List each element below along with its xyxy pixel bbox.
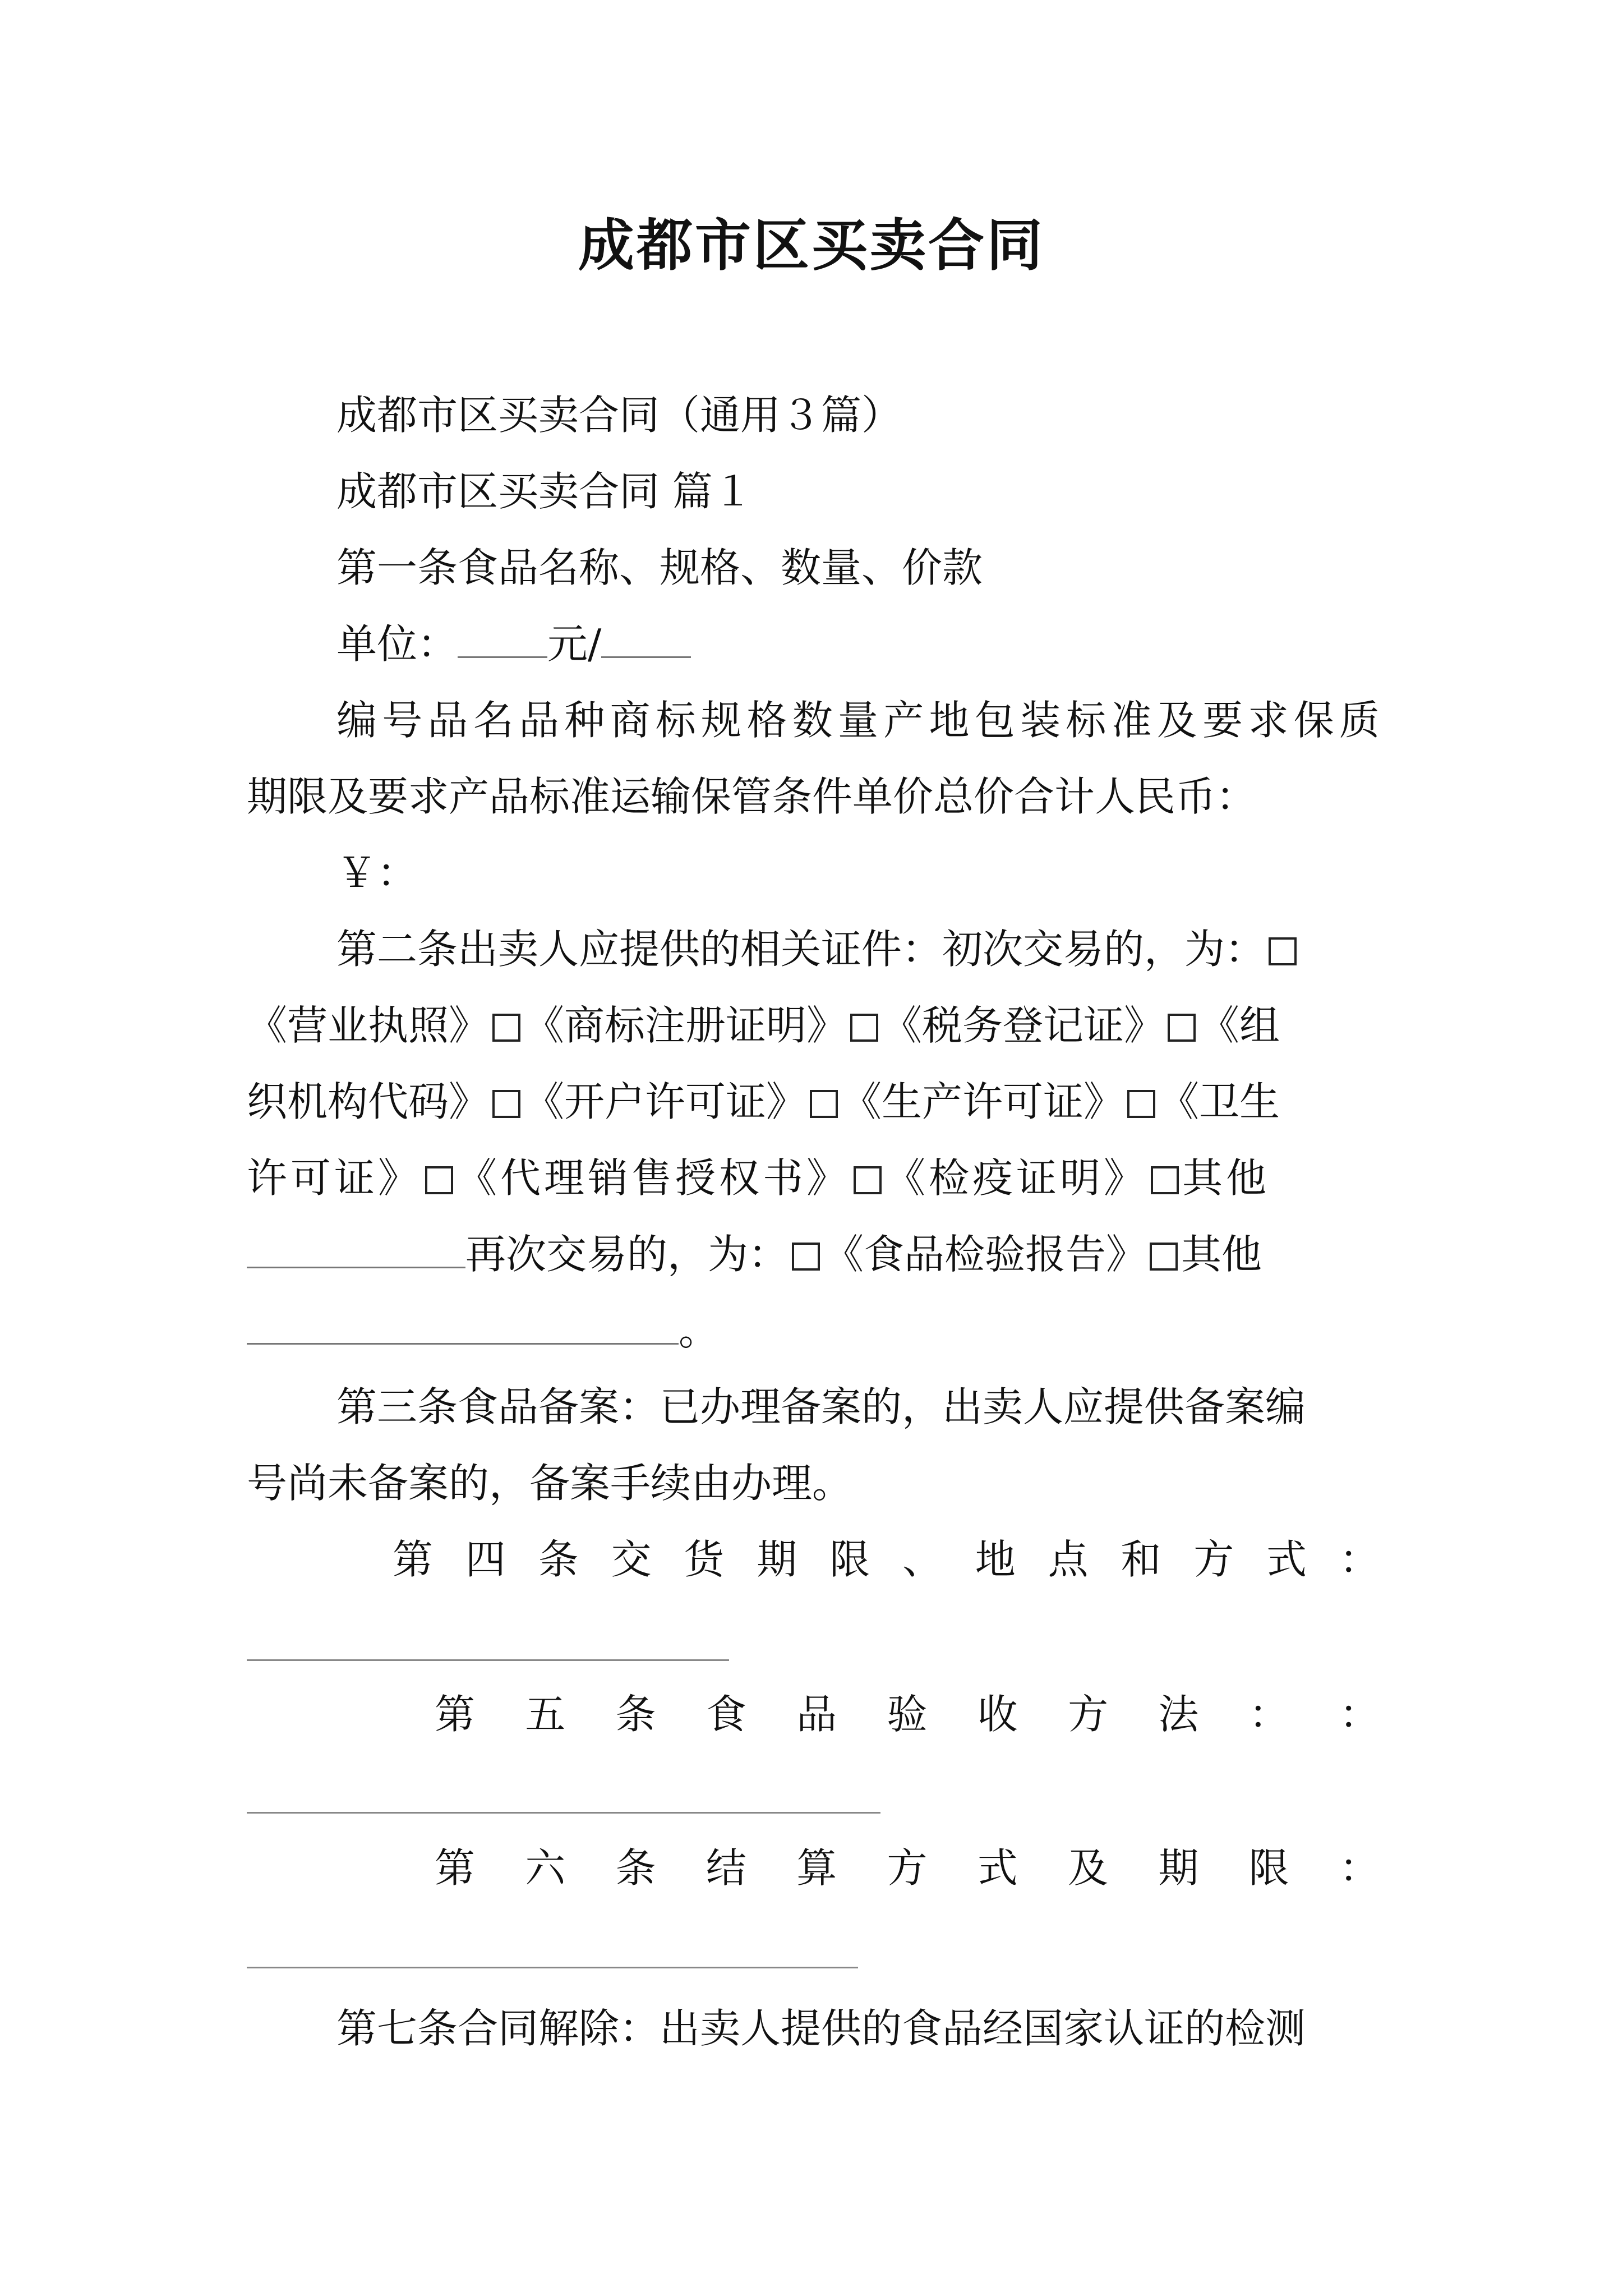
heading-char: 交 [611,1536,652,1583]
table-desc-line-2: 期限及要求产品标准运输保管条件单价总价合计人民币： [247,773,1257,820]
unit-prefix: 单位： [336,620,458,668]
heading-char: 第 [435,1844,476,1892]
license-inspection: 《食品检验报告》 [823,1231,1147,1278]
unit-line [336,606,691,682]
license-production: 《生产许可证》 [841,1078,1124,1125]
document-title: 成都市区买卖合同 [578,212,1045,278]
checkbox[interactable] [1150,1243,1178,1271]
article-2-text: 第二条出卖人应提供的相关证件：初次交易的，为： [336,926,1266,973]
heading-char: 货 [684,1536,725,1583]
heading-char: 方 [887,1844,928,1892]
heading-char: ： [1339,1536,1380,1583]
heading-char: 算 [796,1844,837,1892]
heading-char: 期 [1158,1844,1199,1892]
heading-char: 限 [1248,1844,1289,1892]
subtitle: 成都市区买卖合同（通用３篇） [336,392,902,439]
heading-char: 四 [465,1536,506,1583]
unit-mid: 元/ [547,620,602,668]
checkbox[interactable] [1168,1014,1196,1042]
checkbox[interactable] [850,1014,878,1042]
license-health-start: 《卫生 [1159,1078,1280,1125]
license-org-start: 《组 [1199,1002,1280,1049]
license-quarantine: 《检疫证明》 [885,1154,1148,1202]
license-other-2: 其他 [1181,1231,1262,1278]
heading-char: 式 [977,1844,1018,1892]
heading-char: 方 [1193,1536,1234,1583]
article-6-heading [435,1830,1380,1906]
repeat-transaction: 再次交易的，为： [465,1231,789,1278]
heading-char: 地 [975,1536,1016,1583]
article-7-line-1: 第七条合同解除：出卖人提供的食品经国家认证的检测 [336,2005,1306,2052]
heading-char: 期 [757,1536,797,1583]
article-2-line-1 [336,911,1300,987]
heading-char: 和 [1121,1536,1161,1583]
heading-char: 五 [525,1691,566,1738]
heading-char: 及 [1068,1844,1109,1892]
other-blank-2 [247,1309,679,1345]
heading-char: 条 [615,1691,656,1738]
checkbox[interactable] [425,1166,453,1194]
heading-char: 条 [538,1536,579,1583]
unit-blank-1 [458,623,547,658]
license-tax: 《税务登记证》 [882,1002,1165,1049]
article-2-line-6 [247,1292,719,1369]
license-bank: 《开户许可证》 [524,1078,807,1125]
article-2-line-2 [247,987,1280,1064]
article-4-blank-line [247,1659,729,1661]
license-health-end: 许可证》 [247,1154,422,1202]
article-5-heading [435,1676,1380,1752]
heading-char: 第 [435,1691,476,1738]
checkbox[interactable] [792,1243,820,1271]
section-heading: 成都市区买卖合同 篇１ [336,468,753,515]
article-6-blank-line [247,1967,858,1968]
checkbox[interactable] [1151,1166,1179,1194]
article-2-line-5 [247,1216,1262,1292]
heading-char: 结 [706,1844,746,1892]
heading-char: 式 [1266,1536,1307,1583]
heading-char: ： [1248,1691,1289,1738]
license-agency: 《代理销售授权书》 [457,1154,851,1202]
license-other: 其他 [1182,1154,1270,1202]
yen-line: ￥： [336,849,418,896]
checkbox[interactable] [810,1090,838,1118]
heading-char: 第 [393,1536,434,1583]
heading-char: 法 [1158,1691,1199,1738]
article-2-line-3 [247,1064,1280,1140]
heading-char: 方 [1068,1691,1109,1738]
checkbox[interactable] [1127,1090,1155,1118]
heading-char: 六 [525,1844,566,1892]
heading-char: 点 [1048,1536,1089,1583]
checkbox[interactable] [492,1090,520,1118]
heading-char: ： [1339,1691,1380,1738]
heading-char: ： [1339,1844,1380,1892]
heading-char: 验 [887,1691,928,1738]
license-trademark: 《商标注册证明》 [524,1002,847,1049]
heading-char: 品 [796,1691,837,1738]
heading-char: 食 [706,1691,746,1738]
article-3-line-2: 号尚未备案的，备案手续由办理。 [247,1460,853,1507]
other-blank [247,1233,465,1268]
checkbox[interactable] [492,1014,520,1042]
checkbox[interactable] [854,1166,882,1194]
checkbox[interactable] [1269,937,1297,965]
license-org-end: 织机构代码》 [247,1078,490,1125]
unit-blank-2 [601,623,691,658]
article-4-heading [393,1521,1380,1598]
heading-char: 限 [829,1536,870,1583]
license-business: 《营业执照》 [247,1002,490,1049]
table-desc-line-1: 编号品名品种商标规格数量产地包装标准及要求保质 [336,697,1380,744]
heading-char: 、 [902,1536,943,1583]
heading-char: 条 [615,1844,656,1892]
article-3-line-1: 第三条食品备案：已办理备案的，出卖人应提供备案编 [336,1383,1306,1430]
article-5-blank-line [247,1812,880,1814]
article-2-line-4 [247,1140,1270,1216]
period: 。 [679,1307,720,1354]
article-1-heading: 第一条食品名称、规格、数量、价款 [336,544,983,591]
heading-char: 收 [977,1691,1018,1738]
